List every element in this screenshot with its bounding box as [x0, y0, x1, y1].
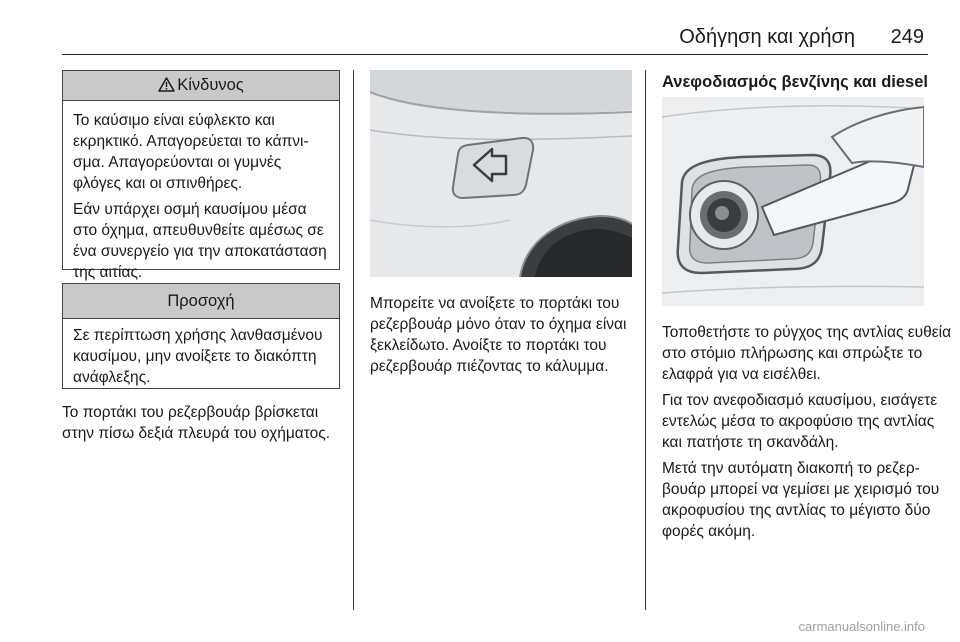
caution-box-header — [63, 284, 339, 319]
danger-box-body — [63, 101, 339, 283]
car-rear-side-illustration — [370, 70, 632, 277]
caution-box-body — [63, 319, 339, 388]
page-number: 249 — [890, 26, 924, 48]
column-divider-1 — [353, 70, 354, 610]
page-header — [0, 22, 960, 52]
instruction-paragraph: Τοποθετήστε το ρύγχος της αντλίας ευθεία στο στόμιο πλήρωσης και σπρώξτε το ελαφρά για να εισέλθει. — [662, 324, 952, 383]
open-fuel-door-text: Μπορείτε να ανοίξετε το πορτάκι του ρεζερβουάρ μόνο όταν το όχημα είναι ξεκλείδωτο. Ανοίξτε το πορτάκι του ρεζερβουάρ πιέζοντας το κάλυμμα. — [370, 295, 627, 375]
watermark: carmanualsonline.info — [798, 619, 925, 634]
danger-paragraph: Το καύσιμο είναι εύφλεκτο και εκρηκτικό. Απαγορεύεται το κάπνισμα. Απαγορεύονται οι γυμνές φλόγες και οι σπινθήρες. — [73, 112, 309, 192]
danger-box-header — [63, 71, 339, 101]
caution-box-title: Προσοχή — [167, 292, 235, 310]
danger-box — [62, 70, 340, 281]
column-divider-2 — [645, 70, 646, 610]
fuel-door-illustration — [370, 70, 632, 277]
caution-box — [62, 283, 340, 389]
chapter-title: Οδήγηση και χρήση — [679, 26, 855, 48]
fuel-filler-illustration — [662, 97, 924, 306]
warning-triangle-icon — [158, 77, 175, 92]
refuelling-heading: Ανεφοδιασμός βενζίνης και diesel — [662, 73, 928, 91]
refuelling-instructions — [662, 322, 952, 542]
caution-paragraph: Σε περίπτωση χρήσης λανθασμένου καυσίμου, μην ανοίξετε το διακόπτη ανάφλεξης. — [73, 327, 323, 386]
instruction-paragraph: Για τον ανεφοδιασμό καυσίμου, εισάγετε εντελώς μέσα το ακροφύσιο της αντλίας και πατήστε τη σκανδάλη. — [662, 392, 938, 451]
danger-box-title: Κίνδυνος — [177, 76, 244, 94]
fuel-door-location-text: Το πορτάκι του ρεζερβουάρ βρίσκεται στην πίσω δεξιά πλευρά του οχήματος. — [62, 404, 331, 442]
fuel-filler-neck-illustration — [662, 97, 924, 306]
header-rule — [62, 54, 928, 55]
instruction-paragraph: Μετά την αυτόματη διακοπή το ρεζερβουάρ μπορεί να γεμίσει με χειρισμό του ακροφυσίου της αντλίας το μέγιστο δύο φορές ακόμη. — [662, 460, 940, 540]
danger-paragraph: Εάν υπάρχει οσμή καυσίμου μέσα στο όχημα, απευθυνθείτε αμέσως σε ένα συνεργείο για την αποκατάσταση της αιτίας. — [73, 201, 327, 281]
